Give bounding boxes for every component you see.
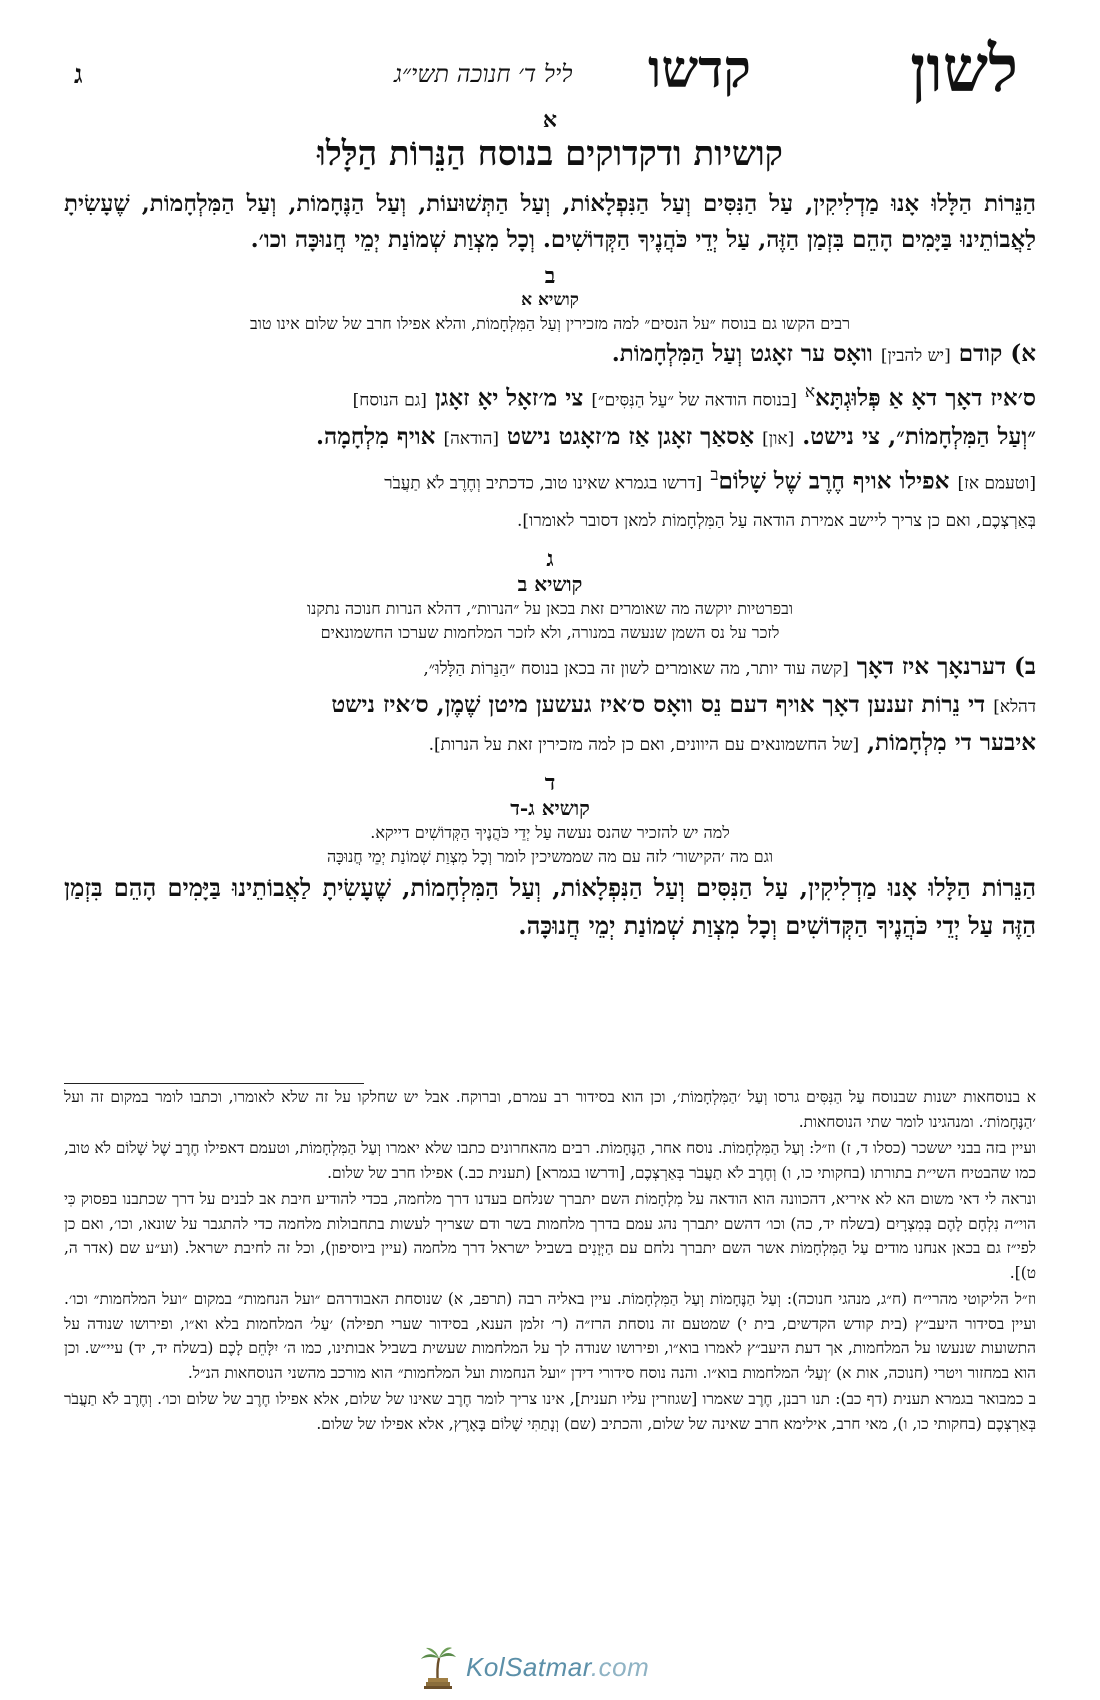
kushia-b-subtitle-2: לזכר על נס השמן שנעשה במנורה, ולא לזכר המלחמות שערכו החשמונאים: [320, 623, 780, 643]
logo-tld: .com: [590, 1651, 650, 1682]
kushia-b-subtitle-1: ובפרטיות יוקשה מה שאומרים זאת בכאן על ״הנרות״, דהלא הנרות חנוכה נתקנו: [307, 599, 793, 619]
kushia-a-line2b: צי מ׳זאָל יאָ זאָגן: [434, 384, 584, 412]
kushia-a-line2-note2: [גם הנוסח]: [352, 390, 427, 411]
kushia-a-line5: בְּאַרְצְכֶם, ואם כן צריך ליישב אמירת הודאה עַל הַמִּלְחָמוֹת למאן דסובר לאומרו].: [517, 511, 1036, 532]
section-letter-d: ד: [544, 770, 556, 797]
kushia-a-body: [64, 336, 1036, 539]
kushia-cd-subtitle-1: למה יש להזכיר שהנס נעשה עַל יְדֵי כֹּהֲנֶיךָ הַקְּדוֹשִׁים דייקא.: [370, 823, 730, 843]
footnote-ref-a[interactable]: א: [804, 382, 816, 402]
kushia-b-body: [64, 649, 1036, 763]
kushia-a-line3a: ״וְעַל הַמִּלְחָמוֹת״, צי נישט.: [802, 422, 1036, 450]
section-letter-c: ג: [546, 546, 554, 573]
site-logo[interactable]: [0, 1640, 1100, 1696]
footnotes: [64, 1085, 1036, 1438]
prayer-text: הַנֵּרוֹת הַלָּלוּ אָנוּ מַדְלִיקִין, עַל הַנִּסִּים וְעַל הַנִּפְלָאוֹת, וְעַל הַתְּשׁוּעוֹת, וְעַל הַנֶּחָמוֹת, וְעַל הַמִּלְחָמוֹת, שֶׁעָשִׂיתָ לַאֲבוֹתֵינוּ בַּיָּמִים הָהֵם בִּזְמַן הַזֶּה, עַל יְדֵי כֹּהֲנֶיךָ הַקְּדוֹשִׁים. וְכָל מִצְוַת שְׁמוֹנַת יְמֵי חֲנוּכָּה וכו׳.: [64, 190, 1036, 253]
header-date: ליל ד׳ חנוכה תשי״ג: [394, 60, 573, 88]
kushia-a-line1b: וואָס ער זאָגט וְעַל הַמִּלְחָמוֹת.: [611, 340, 873, 367]
kushia-b-line3a: איבער די מִלְחָמוֹת,: [867, 729, 1036, 757]
header-title-right: לשון: [910, 32, 1018, 107]
kushia-a-subtitle: רבים הקשו גם בנוסח ״על הנסים״ למה מזכירין וְעַל הַמִּלְחָמוֹת, והלא אפילו חרב של שלום אינו טוב: [250, 314, 850, 333]
kushia-cd-subtitle-2: וגם מה ׳הקישור׳ לזה עם מה שממשיכין לומר וְכָל מִצְוַת שְׁמוֹנַת יְמֵי חֲנוּכָּה: [326, 847, 774, 867]
kushia-cd-label: קושיא ג-ד: [510, 796, 590, 821]
kushia-cd-prayer-text: הַנֵּרוֹת הַלָּלוּ אָנוּ מַדְלִיקִין, עַל הַנִּסִּים וְעַל הַנִּפְלָאוֹת, וְעַל הַמִּלְחָמוֹת, שֶׁעָשִׂיתָ לַאֲבוֹתֵינוּ בַּיָּמִים הָהֵם בִּזְמַן הַזֶּה עַל יְדֵי כֹּהֲנֶיךָ הַקְּדוֹשִׁים וְכָל מִצְוַת שְׁמוֹנַת יְמֵי חֲנוּכָּה.: [64, 873, 1036, 941]
logo-name: KolSatmar: [466, 1651, 591, 1682]
kushia-a-line1-note: [יש להבין]: [880, 346, 951, 366]
kushia-b-line1-note: [קשה עוד יותר, מה שאומרים לשון זה בכאן בנוסח ״הַנֵּרוֹת הַלָּלוּ״,: [423, 659, 849, 680]
footnote-a-cont-1: ועיין בזה בבני יששכר (כסלו ד, ז) וז״ל: וְעַל הַמִּלְחָמוֹת. נוסח אחר, הַנֶּחָמוֹת. רבים מהאחרונים כתבו שלא יאמרו וְעַל הַמִּלְחָמוֹת, וטעמם דאפילו חֶרֶב שֶׁל שָׁלוֹם לֹא טוב, כמו שהבטיח השי״ת בתורתו (בחקותי כו, ו) וְחֶרֶב לֹא תַעֲבֹר בְּאַרְצְכֶם, [ודרשו בגמרא] (תענית כב.) אפילו חרב של שלום.: [64, 1139, 1036, 1182]
kushia-a-line4a: אפילו אויף חֶרֶב שֶׁל שָׁלוֹם: [718, 467, 950, 495]
footnote-a: א בנוסחאות ישנות שבנוסח עַל הַנִּסִּים גרסו וְעַל ׳הַמִּלְחָמוֹת׳, וכן הוא בסידור רב עמרם, וברוקח. אבל יש שחלקו על זה שלא לאומרו, וכתבו לומר במקום זה ועל ׳הַנֶּחָמוֹת׳. ומנהגינו לומר שתי הנוסחאות.: [64, 1088, 1036, 1131]
running-header: [64, 32, 1036, 107]
footnote-b: ב כמבואר בגמרא תענית (דף כב): תנו רבנן, חֶרֶב שאמרו [שגוזרין עליו תענית], אינו צריך לומר חֶרֶב שאינו של שלום, אלא אפילו חֶרֶב של שלום וכו׳. וְחֶרֶב לֹא תַעֲבֹר בְּאַרְצְכֶם (בחקותי כו, ו), מאי חרב, אילימא חרב שאינה של שלום, והכתיב (שם) וְנָתַתִּי שָׁלוֹם בָּאָרֶץ, אלא אפילו של שלום.: [64, 1390, 1036, 1433]
page-number: ג: [74, 60, 83, 90]
section-letter-b: ב: [544, 263, 556, 289]
kushia-a-line4-note2: [דרשו בגמרא שאינו טוב, כדכתיב וְחֶרֶב לֹא תַעֲבֹר: [384, 473, 703, 494]
palm-tree-books-icon: [418, 1644, 458, 1690]
kushia-b-line2a: די נֵרוֹת זענען דאָך אויף דעם נֵס וואָס ס׳איז געשען מיטן שֶׁמֶן, ס׳איז נישט: [331, 691, 986, 719]
main-title: קושיות ודקדוקים בנוסח הַנֵּרוֹת הַלָּלוּ: [317, 134, 783, 174]
kushia-a-line3-note1: [און]: [762, 428, 795, 449]
kushia-a-line4-note1: [וטעמם אז]: [957, 473, 1036, 494]
kushia-a-line2a: ס׳איז דאָך דאָ אַ פְּלוּגְתָּא: [815, 384, 1036, 412]
section-letter-a: א: [542, 107, 558, 133]
kushia-b-line3-note: [של החשמונאים עם היוונים, ואם כן למה מזכירין זאת על הנרות].: [428, 735, 860, 756]
footnote-ref-b[interactable]: ב: [710, 464, 719, 485]
header-title-mid: קדשו: [648, 39, 751, 100]
kushia-a-line3b: אַסאַך זאָגן אַז מ׳זאָגט נישט: [507, 422, 755, 450]
footnote-a-cont-3: וז״ל הליקוטי מהרי״ח (ח״ג, מנהגי חנוכה): וְעַל הַנֶּחָמוֹת וְעַל הַמִּלְחָמוֹת. עיין באליה רבה (תרפב, א) שנוסחת האבודרהם ״ועל הנחמות״ במקום ״ועל המלחמות״ וכו׳. ועיין בסידור היעב״ץ (בית קודש הקדשים, בית י) שמטעם זה נוסחת הרז״ה (ר׳ זלמן הענא, בסידור שערי תפילה) ׳עַל׳ המלחמות בלא וא״ו, ופירושו שנודה על התשועות שנעשו על המלחמות, אך דעת היעב״ץ לאמרו בוא״ו, ופירושו שנודה לך על המלחמות שעשית בשביל אבותינו, כמו ה׳ יִלָּחֵם לָכֶם (בשלח יד, יד) עיי״ש. וכן הוא במחזור ויטרי (חנוכה, אות א) ׳וְעַל׳ המלחמות בוא״ו. והנה נוסח סידורי דידן ״ועל הנחמות ועל המלחמות״ הוא מורכב מהשני הנוסחאות הנ״ל.: [64, 1290, 1036, 1382]
kushia-a-line1a: א) קודם: [958, 340, 1036, 367]
kushia-b-line2-note: דהלא]: [993, 697, 1036, 718]
kushia-b-line1a: ב) דערנאָך איז דאָך: [856, 653, 1036, 681]
kushia-b-label: קושיא ב: [517, 572, 583, 597]
kushia-a-label: קושיא א: [521, 290, 579, 310]
kushia-a-line3c: אויף מִלְחָמָה.: [315, 422, 436, 450]
footnote-a-cont-2: ונראה לי דאי משום הא לא איריא, דהכוונה הוא הודאה על מִלְחָמוֹת השם יתברך שנלחם בעדנו דרך מלחמה, בכדי להודיע חיבת אב לבנים על דרך שכתבנו בפסוק כִּי הוי״ה נִלְחָם לָהֶם בְּמִצְרָיִם (בשלח יד, כה) וכו׳ דהשם יתברך נהג עמם בדרך מלחמות בשר ודם שצריך לעשות בתחבולות מלחמה כדי להתגבר על שונאו, וכו׳, ואם כן לפי״ז גם בכאן אנחנו מודים עַל הַמִּלְחָמוֹת אשר השם יתברך נלחם עם הַיְּוָנִים בשביל ישראל דרך מלחמה (עיין ביוסיפון), וכל זה לחיבת ישראל. (וע״ע שם (אדר ה, ט)].: [64, 1190, 1036, 1282]
kushia-a-line3-note2: [הודאה]: [443, 428, 500, 449]
kushia-a-line2-note1: [בנוסח הודאה של ״עַל הַנִּסִּים״]: [591, 390, 797, 411]
footnote-divider: [64, 1083, 364, 1084]
